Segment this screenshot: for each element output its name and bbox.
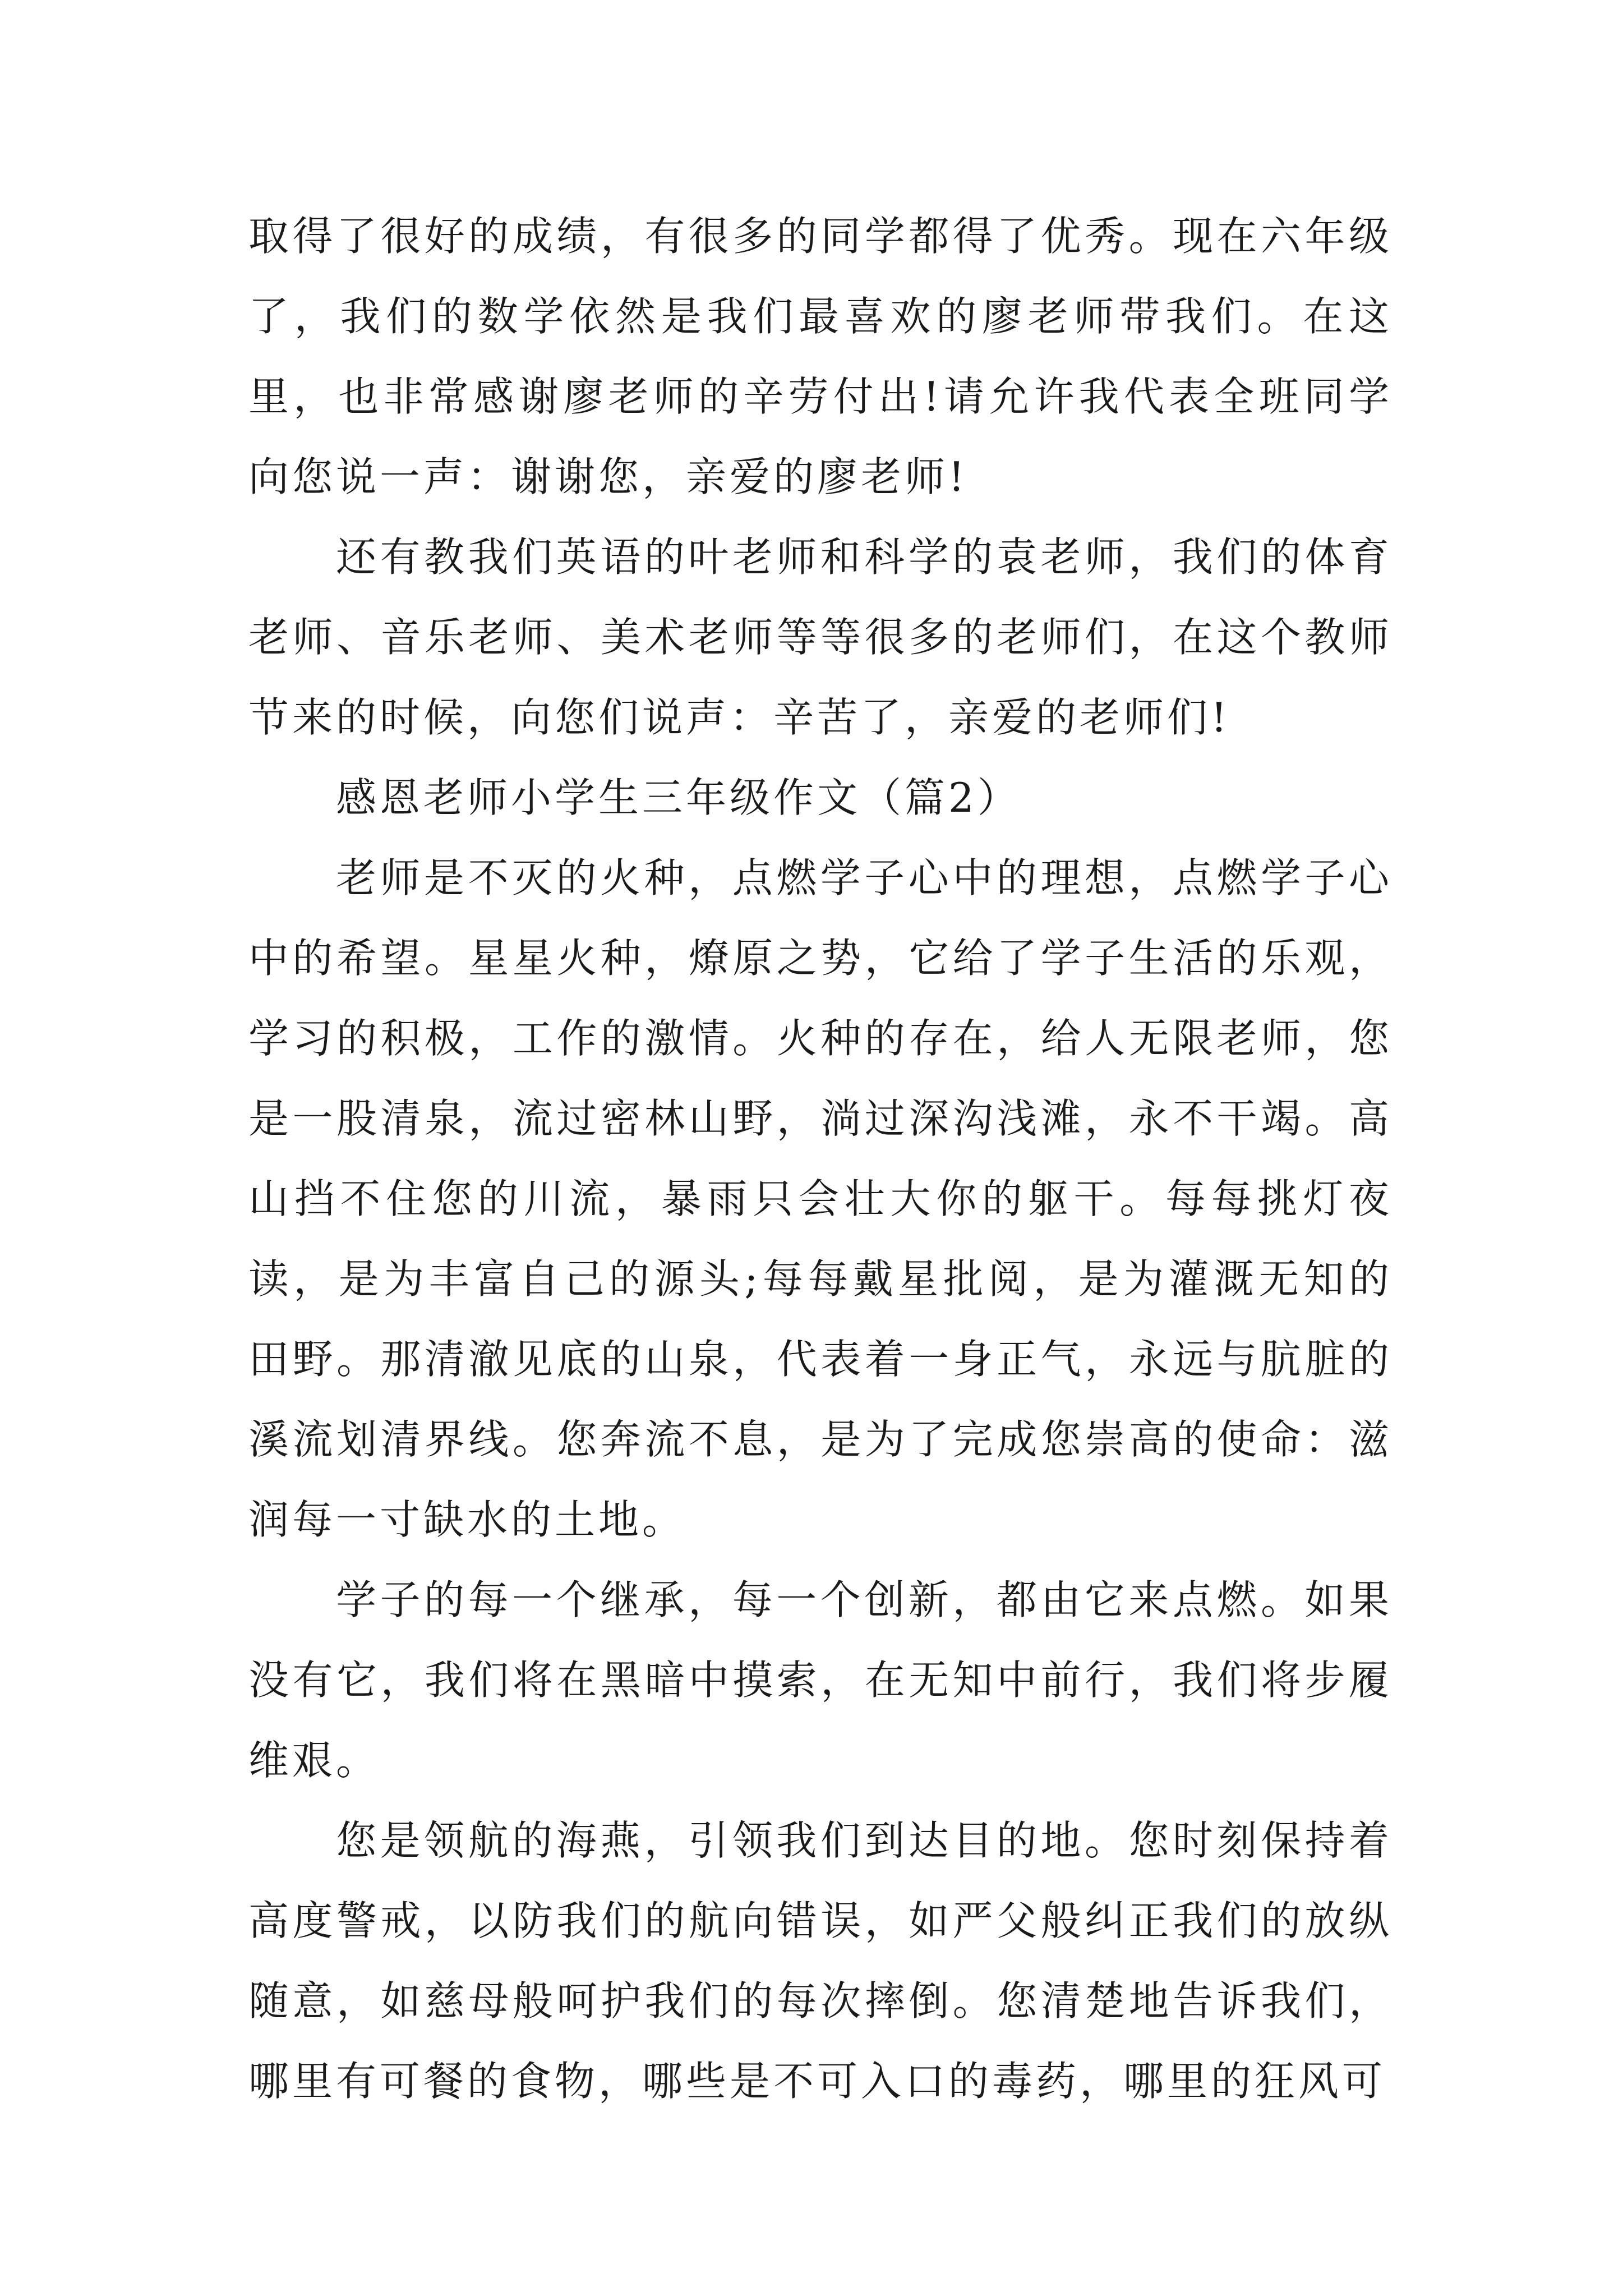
section-heading: 感恩老师小学生三年级作文（篇2）	[336, 774, 1021, 821]
paragraph-5: 您是领航的海燕，引领我们到达目的地。您时刻保持着高度警戒，以防我们的航向错误，如严父般纠正我们的放纵随意，如慈母般呵护我们的每次摔倒。您清楚地告诉我们，哪里有可餐的食物，哪些是不可入口的毒药，哪里的狂风可	[248, 1817, 1393, 2105]
document-body	[248, 196, 1393, 2122]
paragraph-2: 还有教我们英语的叶老师和科学的袁老师，我们的体育老师、音乐老师、美术老师等等很多的老师们，在这个教师节来的时候，向您们说声：辛苦了，亲爱的老师们!	[248, 533, 1393, 741]
paragraph-1: 取得了很好的成绩，有很多的同学都得了优秀。现在六年级了，我们的数学依然是我们最喜欢的廖老师带我们。在这里，也非常感谢廖老师的辛劳付出!请允许我代表全班同学向您说一声：谢谢您，亲爱的廖老师!	[248, 213, 1393, 500]
paragraph-3: 老师是不灭的火种，点燃学子心中的理想，点燃学子心中的希望。星星火种，燎原之势，它给了学子生活的乐观，学习的积极，工作的激情。火种的存在，给人无限老师，您是一股清泉，流过密林山野，淌过深沟浅滩，永不干竭。高山挡不住您的川流，暴雨只会壮大你的躯干。每每挑灯夜读，是为丰富自己的源头;每每戴星批阅，是为灌溉无知的田野。那清澈见底的山泉，代表着一身正气，永远与肮脏的溪流划清界线。您奔流不息，是为了完成您崇高的使命：滋润每一寸缺水的土地。	[248, 854, 1393, 1543]
paragraph-4: 学子的每一个继承，每一个创新，都由它来点燃。如果没有它，我们将在黑暗中摸索，在无知中前行，我们将步履维艰。	[248, 1576, 1393, 1784]
